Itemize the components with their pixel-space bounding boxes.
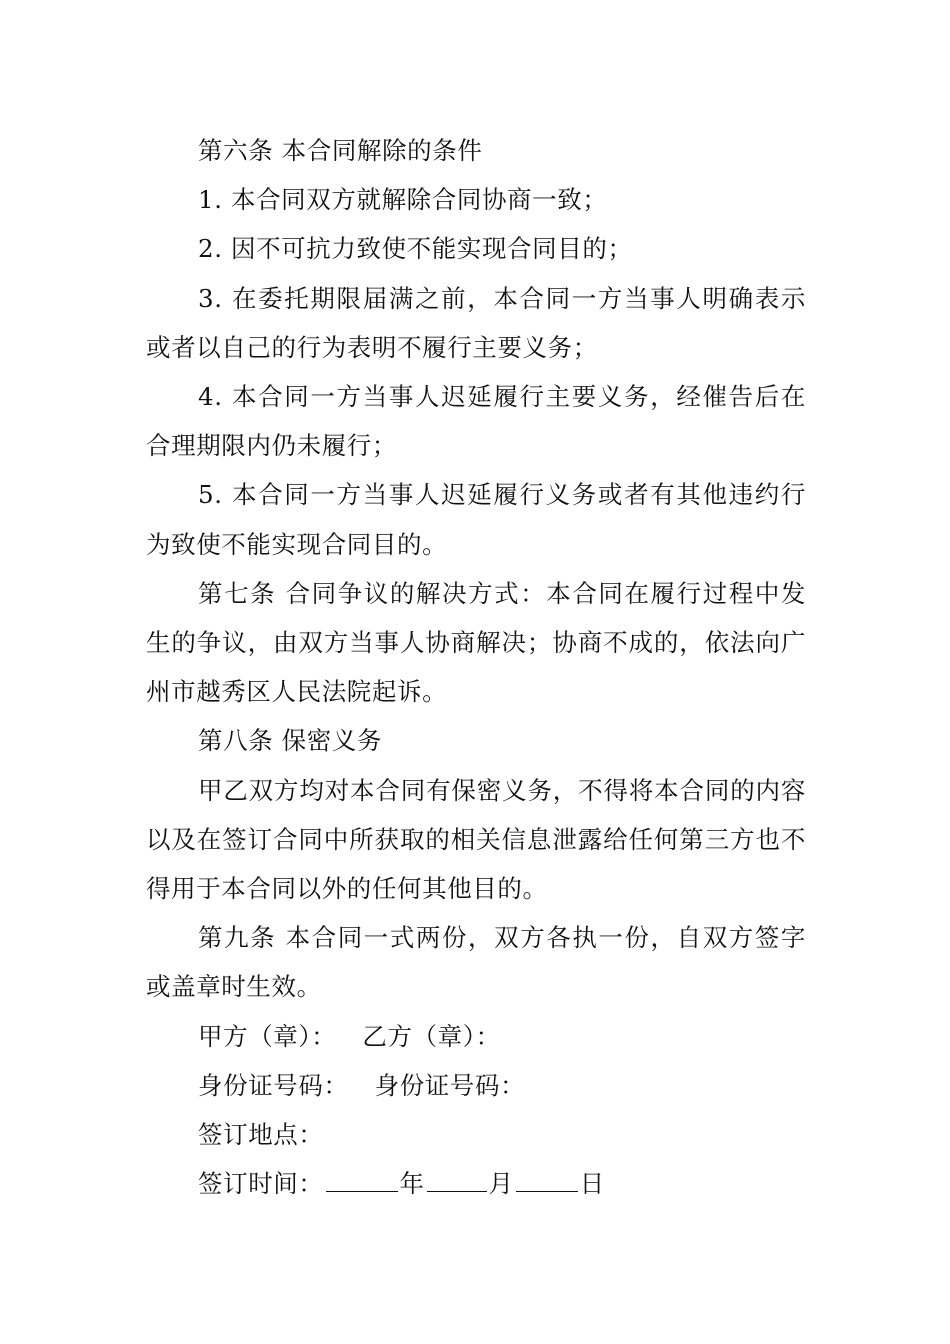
party-a-seal-label: 甲方（章）： xyxy=(198,1021,337,1051)
article-7: 第七条 合同争议的解决方式：本合同在履行过程中发生的争议，由双方当事人协商解决；协商不成的，依法向广州市越秀区人民法院起诉。 xyxy=(146,578,806,707)
signing-place-line xyxy=(146,1110,806,1159)
seal-line xyxy=(146,1012,806,1061)
month-blank xyxy=(427,1171,487,1192)
article-6-item-5: 5. 本合同一方当事人迟延履行义务或者有其他违约行为致使不能实现合同目的。 xyxy=(146,480,806,559)
article-6-item-3: 3. 在委托期限届满之前，本合同一方当事人明确表示或者以自己的行为表明不履行主要义务； xyxy=(146,283,806,362)
id-number-line xyxy=(146,1061,806,1110)
signing-place-label: 签订地点： xyxy=(198,1120,324,1150)
signing-time-label: 签订时间： xyxy=(198,1169,324,1199)
year-label: 年 xyxy=(399,1169,425,1199)
party-b-seal-label: 乙方（章）： xyxy=(362,1021,501,1051)
article-6-item-1: 1. 本合同双方就解除合同协商一致； xyxy=(198,185,608,215)
article-6-title: 第六条 本合同解除的条件 xyxy=(198,136,483,165)
article-9: 第九条 本合同一式两份，双方各执一份，自双方签字或盖章时生效。 xyxy=(146,923,806,1002)
month-label: 月 xyxy=(488,1169,514,1199)
article-6-item-2: 2. 因不可抗力致使不能实现合同目的； xyxy=(198,234,633,264)
article-8-body: 甲乙双方均对本合同有保密义务，不得将本合同的内容以及在签订合同中所获取的相关信息泄露给任何第三方也不得用于本合同以外的任何其他目的。 xyxy=(146,775,806,904)
signing-time-line xyxy=(146,1159,806,1208)
party-b-id-label: 身份证号码： xyxy=(374,1070,526,1100)
day-blank xyxy=(516,1171,578,1192)
article-6-item-4: 4. 本合同一方当事人迟延履行主要义务，经催告后在合理期限内仍未履行； xyxy=(146,382,806,461)
contract-page xyxy=(146,126,806,1208)
year-blank xyxy=(326,1171,398,1192)
article-8-title: 第八条 保密义务 xyxy=(198,726,383,756)
party-a-id-label: 身份证号码： xyxy=(198,1070,349,1100)
day-label: 日 xyxy=(579,1169,605,1199)
